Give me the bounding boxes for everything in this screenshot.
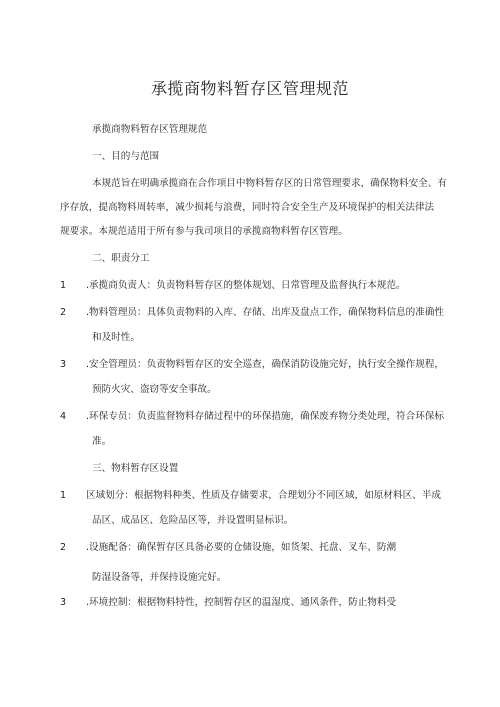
list-item-text: .设施配备：确保暂存区具备必要的仓储设施，如货架、托盘、叉车、防潮	[86, 542, 397, 553]
list-item-continuation: 防湿设备等，并保持设施完好。	[92, 572, 227, 583]
list-item-number: 4	[60, 411, 67, 422]
section-heading-setup: 三、物料暂存区设置	[92, 463, 179, 474]
list-item-number: 1	[60, 490, 67, 501]
list-item-text: 区域划分：根据物料种类、性质及存储要求，合理划分不同区域，如原材料区、半成	[86, 490, 441, 501]
list-item-number: 2	[60, 307, 67, 318]
list-item	[60, 358, 444, 372]
paragraph-line: 序存放，提高物料周转率，减少损耗与浪费，同时符合安全生产及环境保护的相关法律法	[60, 202, 435, 213]
list-item	[60, 306, 444, 320]
list-item-text: .安全管理员：负责物料暂存区的安全巡查，确保消防设施完好，执行安全操作规程，	[86, 359, 445, 370]
paragraph-line: 规要求。本规范适用于所有参与我司项目的承揽商物料暂存区管理。	[60, 226, 348, 237]
list-item	[60, 596, 396, 610]
section-heading-purpose: 一、目的与范围	[92, 151, 160, 162]
list-item-continuation: 预防火灾、盗窃等安全事故。	[92, 384, 217, 395]
list-item	[60, 279, 406, 293]
list-item-text: .环保专员：负责监督物料存储过程中的环保措施，确保废弃物分类处理，符合环保标	[86, 411, 445, 422]
list-item-number: 1	[60, 280, 67, 291]
list-item-text: .环境控制：根据物料特性，控制暂存区的温湿度、通风条件，防止物料受	[86, 597, 397, 608]
list-item-continuation: 品区、成品区、危险品区等，并设置明显标识。	[92, 515, 294, 526]
list-item-continuation: 和及时性。	[92, 332, 140, 343]
list-item-text: .承揽商负责人：负责物料暂存区的整体规划、日常管理及监督执行本规范。	[86, 280, 406, 291]
list-item-text: .物料管理员：具体负责物料的入库、存储、出库及盘点工作，确保物料信息的准确性	[86, 307, 445, 318]
list-item-continuation: 准。	[92, 436, 112, 447]
document-subtitle: 承揽商物料暂存区管理规范	[92, 124, 208, 135]
paragraph-line: 本规范旨在明确承揽商在合作项目中物料暂存区的日常管理要求，确保物料安全、有	[92, 178, 447, 189]
list-item-number: 3	[60, 359, 67, 370]
document-title: 承揽商物料暂存区管理规范	[150, 79, 349, 98]
list-item	[60, 541, 396, 555]
list-item-number: 2	[60, 542, 67, 553]
list-item	[60, 489, 441, 503]
list-item	[60, 410, 444, 424]
list-item-number: 3	[60, 597, 67, 608]
section-heading-duties: 二、职责分工	[92, 253, 150, 264]
